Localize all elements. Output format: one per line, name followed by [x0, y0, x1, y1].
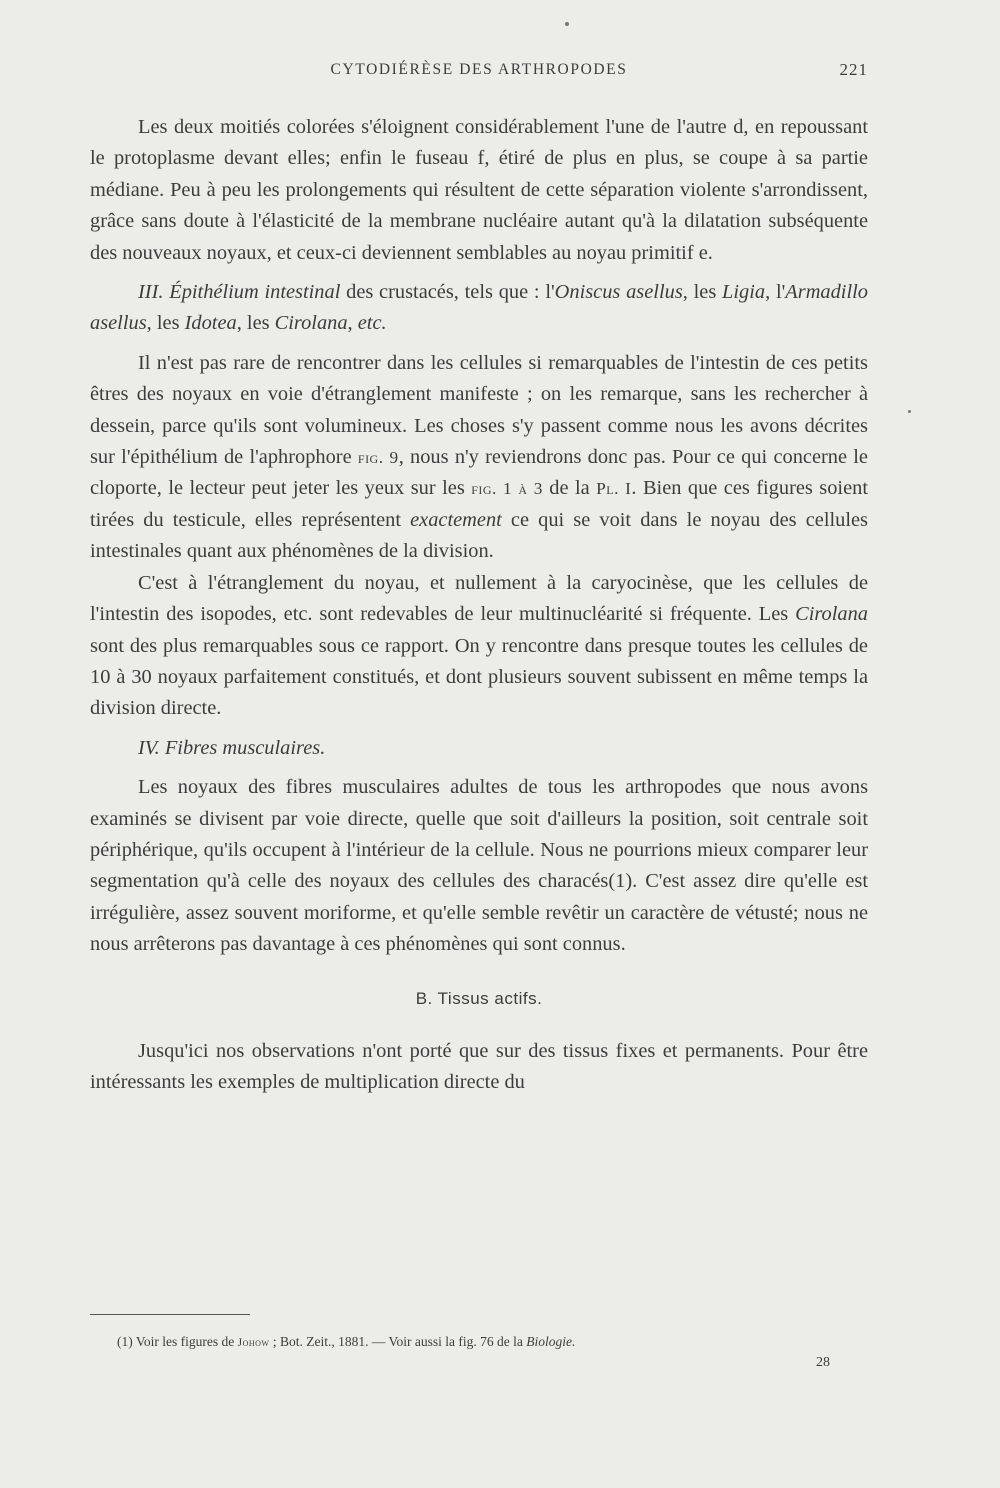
section-3-number: III. — [138, 281, 164, 304]
text-span: de la — [542, 477, 597, 500]
text-span: des crustacés, tels que : l' — [340, 281, 555, 304]
species-name: Idotea — [184, 312, 237, 335]
text-span: . Bien que ces figures soient tirées du testicule, elles représentent — [90, 477, 868, 531]
species-name: Oniscus asellus — [554, 281, 683, 304]
section-4-number: IV. — [138, 736, 160, 759]
species-name: etc. — [357, 312, 387, 335]
paragraph-4 — [90, 568, 868, 725]
page-number: 221 — [839, 60, 868, 79]
paragraph-1: Les deux moitiés colorées s'éloignent considérablement l'une de l'autre d, en repoussant le protoplasme devant elles; enfin le fuseau f, étiré de plus en plus, se coupe à sa partie médiane. Peu à peu les prolongements qui résultent de cette séparation violente s'arrondissent, grâce sans doute à l'élasticité de la membrane nucléaire autant qu'à la dilatation subséquente des nouveaux noyaux, et ceux-ci deviennent semblables au noyau primitif e. — [90, 116, 868, 264]
text-span: , les — [236, 312, 275, 335]
page-body — [90, 112, 868, 1099]
author-name: Johow — [237, 1337, 270, 1349]
section-4-title: Fibres musculaires. — [164, 736, 326, 759]
section-3-title: Épithélium intestinal — [169, 281, 341, 304]
journal-name: Biologie. — [526, 1334, 576, 1349]
text-span: sont des plus remarquables sous ce rapport. On y rencontre dans presque toutes les cellules de 10 à 30 noyaux parfaitement constitués, et dont plusieurs souvent subissent en même temps la division directe. — [90, 634, 868, 720]
running-header — [90, 58, 868, 88]
paragraph-6: Jusqu'ici nos observations n'ont porté que sur des tissus fixes et permanents. Pour être intéressants les exemples de multiplication directe du — [90, 1039, 868, 1094]
text-span: ; Bot. Zeit., 1881. — Voir aussi la fig. 76 de la — [269, 1334, 527, 1349]
paragraph-5: Les noyaux des fibres musculaires adultes de tous les arthropodes que nous avons examinés se divisent par voie directe, quelle que soit d'ailleurs la position, soit centrale soit périphérique, qu'ils occupent à l'intérieur de la cellule. Nous ne pourrions mieux comparer leur segmentation qu'à celle des noyaux des cellules des characés(1). C'est assez dire qu'elle est irrégulière, assez souvent moriforme, et qu'elle semble revêtir un caractère de vétusté; nous ne nous arrêterons pas davantage à ces phénomènes qui sont connus. — [90, 776, 868, 956]
text-span: , — [347, 312, 358, 335]
signature-mark: 28 — [816, 1355, 830, 1370]
species-name: Ligia — [722, 281, 766, 304]
text-span: (1) Voir les figures de — [117, 1334, 238, 1349]
text-span: Il n'est pas rare de rencontrer dans les cellules si remarquables de l'intestin de ces petits êtres des noyaux en voie d'étranglement manifeste ; on les remarque, sans les rechercher à dessein, parce qu'ils sont volumineux. Les choses s'y passent comme nous les avons décrites sur l'épithélium de l'aphrophore — [90, 351, 868, 469]
species-name: Cirolana — [795, 603, 868, 626]
text-span: C'est à l'étranglement du noyau, et nullement à la caryocinèse, que les cellules de l'intestin des isopodes, etc. sont redevables de leur multinucléarité si fréquente. Les — [90, 571, 868, 626]
text-span: ce qui se voit dans le noyau des cellules intestinales quant aux phénomènes de la division. — [90, 508, 868, 563]
plate-reference: Pl. I — [596, 479, 632, 499]
running-title: CYTODIÉRÈSE DES ARTHROPODES — [330, 61, 628, 78]
footnote-rule — [90, 1314, 250, 1315]
section-4-heading — [90, 733, 868, 764]
emphasis: exactement — [410, 508, 502, 531]
speck-mark — [908, 410, 911, 413]
footnote — [117, 1333, 837, 1352]
subsection-heading: B. Tissus actifs. — [415, 988, 543, 1008]
text-span: , nous n'y reviendrons donc pas. Pour ce qui concerne le cloporte, le lecteur peut jeter les yeux sur les — [90, 446, 868, 500]
figure-reference: fig. 1 à 3 — [471, 479, 543, 499]
species-name: Cirolana — [274, 312, 348, 335]
species-name: Armadillo asellus — [90, 281, 868, 335]
text-span: , les — [682, 281, 723, 304]
paragraph-3 — [90, 348, 868, 568]
figure-reference: fig. 9 — [357, 448, 399, 468]
text-span: , les — [146, 312, 185, 335]
text-span: , l' — [765, 281, 786, 304]
section-3-heading — [90, 277, 868, 340]
speck-mark — [565, 22, 569, 26]
